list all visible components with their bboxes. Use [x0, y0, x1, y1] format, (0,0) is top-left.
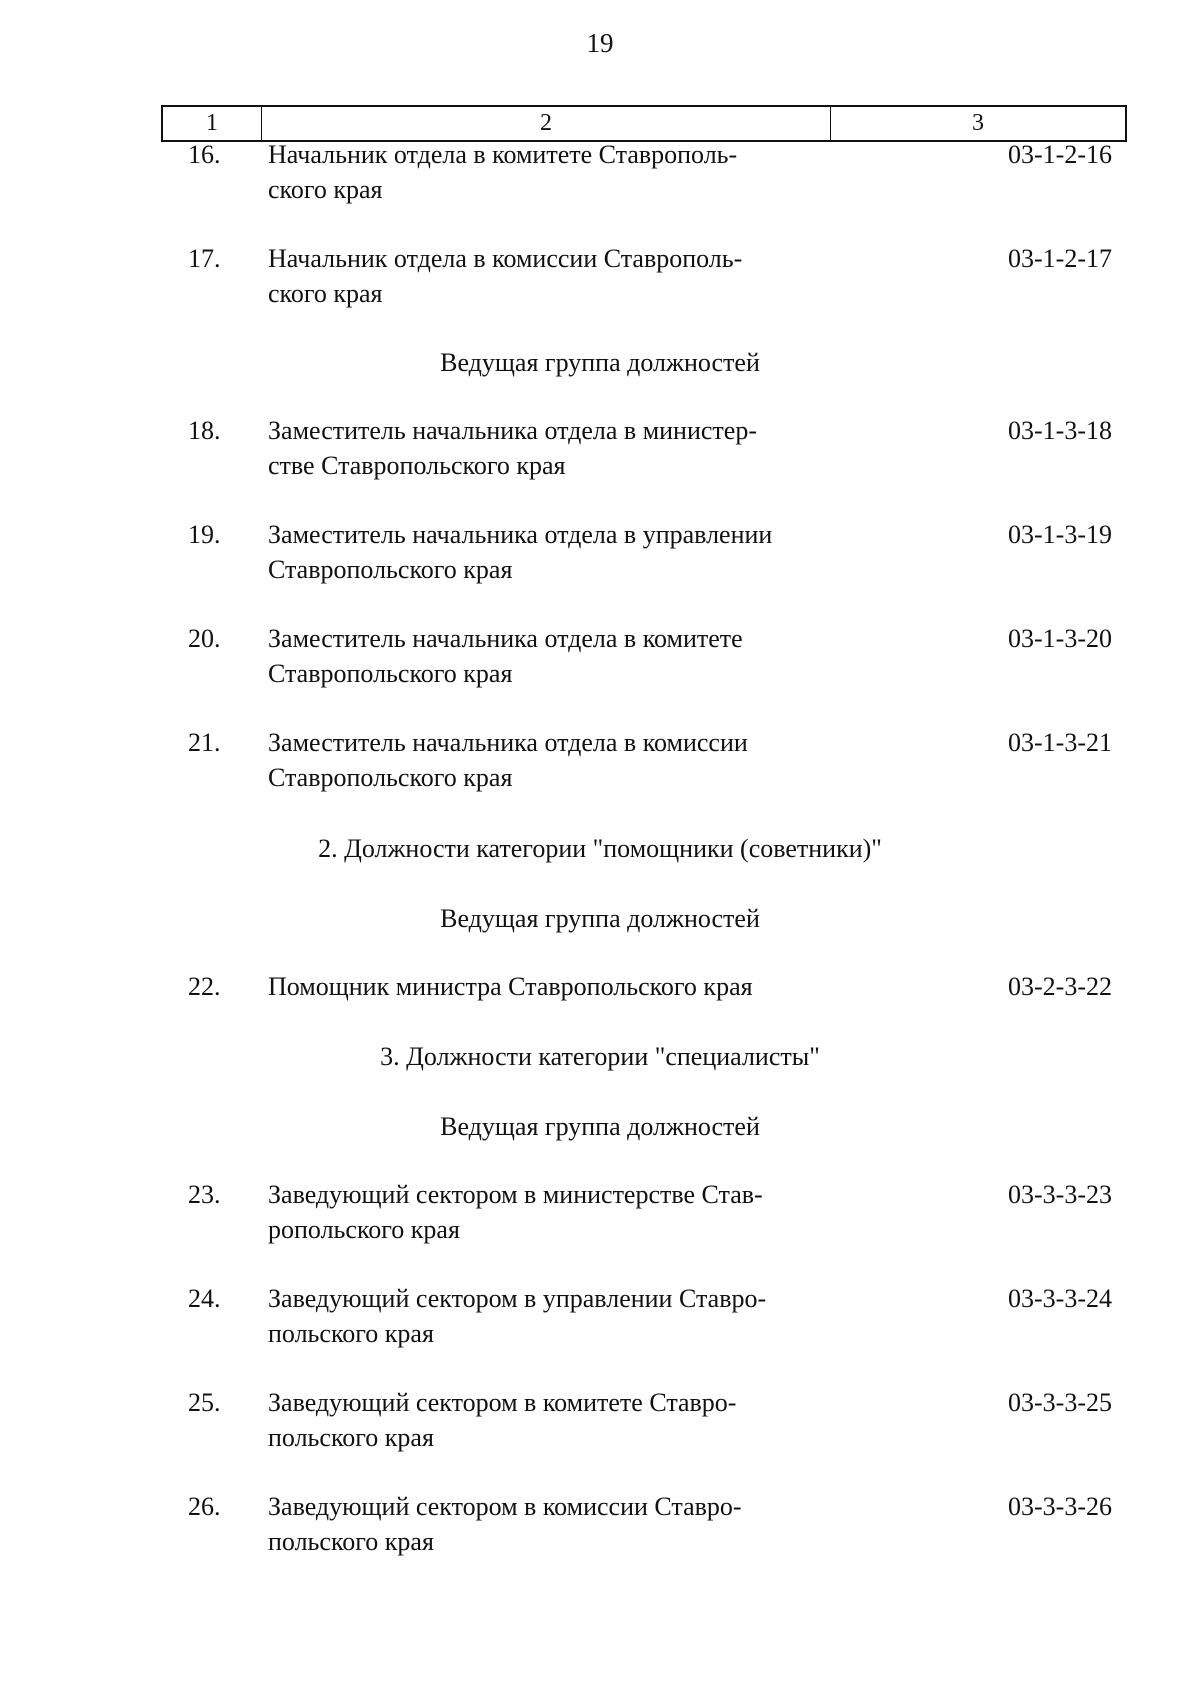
position-title — [268, 1385, 868, 1455]
position-title-line: Начальник отдела в комиссии Ставрополь- — [268, 244, 743, 273]
position-title-line: Заведующий сектором в управлении Ставро- — [268, 1284, 767, 1313]
row-number: 23. — [188, 1180, 221, 1209]
position-code: 03-1-3-20 — [1008, 624, 1112, 653]
row-number: 26. — [188, 1492, 221, 1521]
group-heading: Ведущая группа должностей — [440, 348, 760, 377]
position-title-line: Заместитель начальника отдела в комитете — [268, 624, 743, 653]
position-title-line: польского края — [268, 1423, 434, 1452]
column-header-2: 2 — [262, 106, 831, 141]
position-title-line: Ставропольского края — [268, 763, 513, 792]
position-title — [268, 1177, 868, 1247]
position-title — [268, 241, 868, 311]
position-code: 03-1-2-17 — [1008, 244, 1112, 273]
position-title-line: Заведующий сектором в комитете Ставро- — [268, 1388, 737, 1417]
position-code: 03-3-3-23 — [1008, 1180, 1112, 1209]
row-number: 22. — [188, 972, 221, 1001]
position-title-line: польского края — [268, 1527, 434, 1556]
position-code: 03-1-3-19 — [1008, 520, 1112, 549]
position-code: 03-3-3-24 — [1008, 1284, 1112, 1313]
position-title-line: Заведующий сектором в министерстве Став- — [268, 1180, 763, 1209]
page-number: 19 — [586, 28, 614, 58]
position-title — [268, 1281, 868, 1351]
position-title — [268, 137, 868, 207]
position-code: 03-1-2-16 — [1008, 140, 1112, 169]
position-title-line: Ставропольского края — [268, 659, 513, 688]
row-number: 20. — [188, 624, 221, 653]
position-title-line: Заведующий сектором в комиссии Ставро- — [268, 1492, 742, 1521]
row-number: 19. — [188, 520, 221, 549]
position-title — [268, 725, 868, 795]
group-heading: Ведущая группа должностей — [440, 1112, 760, 1141]
position-code: 03-2-3-22 — [1008, 972, 1112, 1001]
position-title — [268, 1489, 868, 1559]
row-number: 24. — [188, 1284, 221, 1313]
position-title-line: польского края — [268, 1319, 434, 1348]
row-number: 17. — [188, 244, 221, 273]
position-title-line: стве Ставропольского края — [268, 451, 566, 480]
position-title — [268, 621, 868, 691]
position-code: 03-3-3-26 — [1008, 1492, 1112, 1521]
position-code: 03-3-3-25 — [1008, 1388, 1112, 1417]
category-heading: 3. Должности категории "специалисты" — [380, 1042, 820, 1071]
position-code: 03-1-3-18 — [1008, 416, 1112, 445]
position-title-line: Начальник отдела в комитете Ставрополь- — [268, 140, 738, 169]
position-title-line: Заместитель начальника отдела в министер- — [268, 416, 757, 445]
row-number: 16. — [188, 140, 221, 169]
column-header-1: 1 — [162, 106, 262, 141]
position-title — [268, 517, 868, 587]
position-title-line: Заместитель начальника отдела в комиссии — [268, 728, 748, 757]
row-number: 18. — [188, 416, 221, 445]
column-header-3: 3 — [831, 106, 1127, 141]
position-title-line: Заместитель начальника отдела в управлении — [268, 520, 773, 549]
position-title-line: ского края — [268, 175, 383, 204]
position-title — [268, 969, 868, 1004]
group-heading: Ведущая группа должностей — [440, 904, 760, 933]
category-heading: 2. Должности категории "помощники (советники)" — [318, 834, 882, 863]
position-title-line: Ставропольского края — [268, 555, 513, 584]
position-title-line: ропольского края — [268, 1215, 460, 1244]
position-title-line: Помощник министра Ставропольского края — [268, 972, 753, 1001]
row-number: 21. — [188, 728, 221, 757]
position-title-line: ского края — [268, 279, 383, 308]
position-code: 03-1-3-21 — [1008, 728, 1112, 757]
position-title — [268, 413, 868, 483]
row-number: 25. — [188, 1388, 221, 1417]
